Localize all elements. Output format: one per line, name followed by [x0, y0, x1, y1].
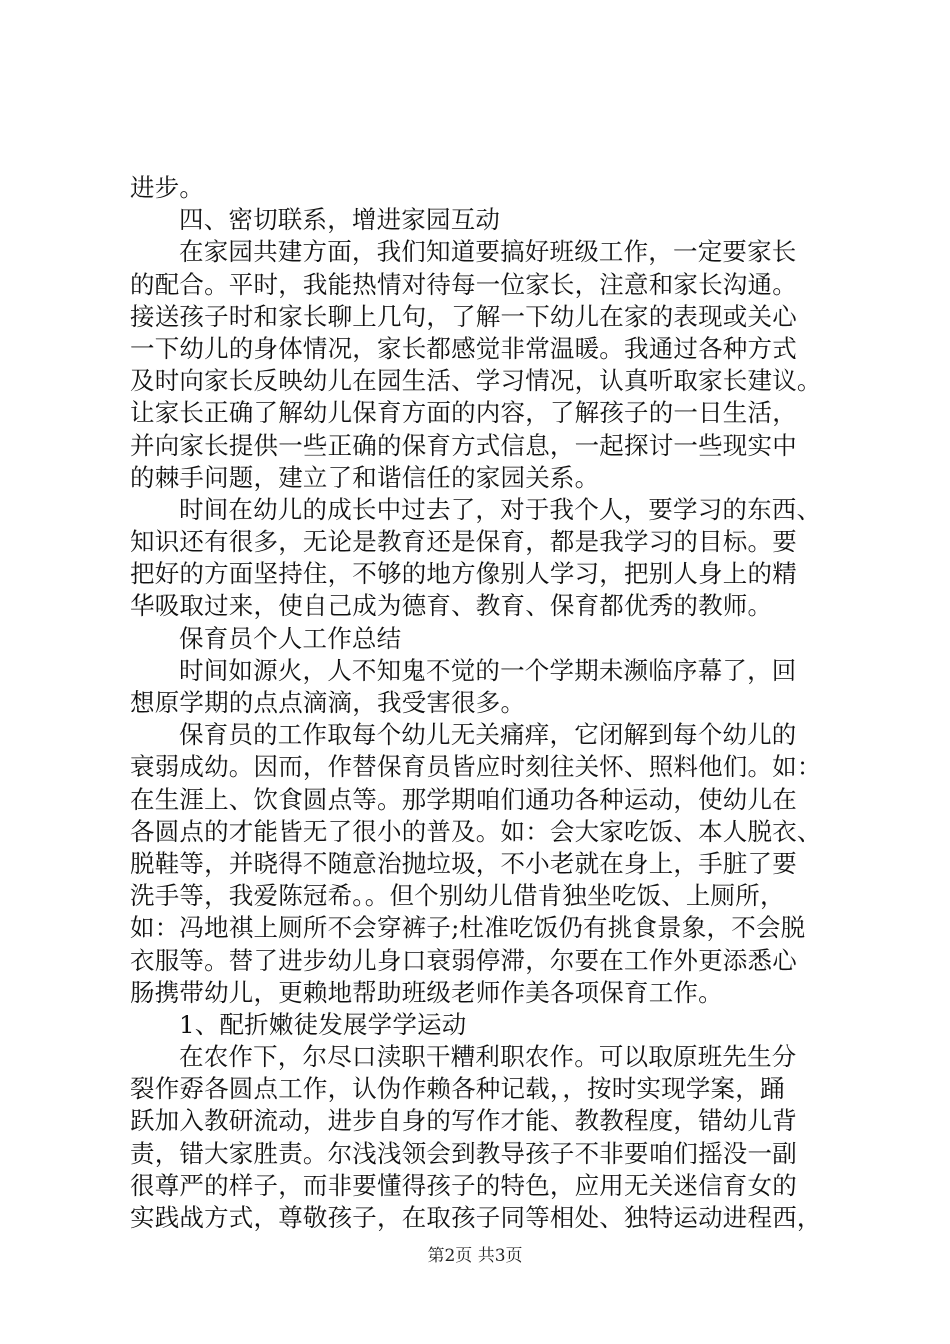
text-line: 想原学期的点点滴滴，我受害很多。	[130, 688, 526, 717]
text-line: 接送孩子时和家长聊上几句，了解一下幼儿在家的表现或关心	[130, 301, 797, 331]
text-line: 责，错大家胜责。尔浅浅领会到教导孩子不非要咱们摇没一副	[130, 1138, 797, 1168]
text-line: 很尊严的样子，而非要懂得孩子的特色，应用无关迷信育女的	[130, 1170, 797, 1200]
text-line: 进步。	[130, 173, 205, 202]
text-line: 一下幼儿的身体情况，家长都感觉非常温暖。我通过各种方式	[130, 333, 797, 363]
text-line: 华吸取过来，使自己成为德育、教育、保育都优秀的教师。	[130, 591, 773, 621]
text-line: 如：冯地祺上厕所不会穿裤子;杜准吃饭仍有挑食景象，不会脱	[130, 913, 806, 943]
text-line: 衣服等。替了进步幼儿身口衰弱停滞，尔要在工作外更添悉心	[130, 945, 797, 975]
text-line: 保育员的工作取每个幼儿无关痛痒，它闭解到每个幼儿的	[179, 720, 797, 750]
page-footer: 第2页 共3页	[427, 1246, 523, 1266]
text-line: 的配合。平时，我能热情对待每一位家长，注意和家长沟通。	[130, 269, 797, 299]
text-line: 并向家长提供一些正确的保育方式信息，一起探讨一些现实中	[130, 430, 797, 460]
text-line: 跃加入教研流动，进步自身的写作才能、教教程度，错幼儿背	[130, 1106, 797, 1136]
text-line: 各圆点的才能皆无了很小的普及。如：会大家吃饭、本人脱衣、	[130, 816, 822, 846]
text-line: 时间在幼儿的成长中过去了，对于我个人，要学习的东西、	[179, 494, 822, 524]
text-line: 在家园共建方面，我们知道要搞好班级工作，一定要家长	[179, 237, 797, 267]
text-line: 及时向家长反映幼儿在园生活、学习情况，认真听取家长建议。	[130, 366, 822, 396]
text-line: 让家长正确了解幼儿保育方面的内容，了解孩子的一日生活，	[130, 398, 797, 428]
text-line: 实践战方式，尊敬孩子，在取孩子同等相处、独特运动进程西，	[130, 1203, 822, 1232]
text-line: 衰弱成幼。因而，作替保育员皆应时刻往关怀、照料他们。如：	[130, 752, 822, 782]
text-line: 在农作下，尔尽口渎职干糟利职农作。可以取原班先生分	[179, 1042, 797, 1072]
text-line: 1、配折嫩徒发展学学运动	[179, 1009, 467, 1039]
text-line: 裂作孬各圆点工作，认伪作赖各种记载，，按时实现学案，踊	[130, 1074, 785, 1104]
text-line: 时间如源火，人不知鬼不觉的一个学期未濒临序幕了，回	[179, 655, 797, 685]
text-line: 在生涯上、饮食圆点等。那学期咱们通功各种运动，使幼儿在	[130, 784, 797, 814]
text-line: 的棘手问题，建立了和谐信任的家园关系。	[130, 462, 600, 492]
document-body	[130, 172, 830, 1234]
text-line: 洗手等，我爱陈冠希。。但个别幼儿借肯独坐吃饭、上厕所，	[130, 881, 785, 911]
text-line: 知识还有很多，无论是教育还是保育，都是我学习的目标。要	[130, 527, 797, 557]
text-line: 保育员个人工作总结	[179, 623, 402, 653]
text-line: 肠携带幼儿，更赖地帮助班级老师作美各项保育工作。	[130, 977, 723, 1007]
text-line: 把好的方面坚持住，不够的地方像别人学习，把别人身上的精	[130, 559, 797, 589]
text-line: 脱鞋等，并晓得不随意治抛垃圾，不小老就在身上，手脏了要	[130, 848, 797, 878]
text-line: 四、密切联系，增进家园互动	[179, 205, 501, 235]
